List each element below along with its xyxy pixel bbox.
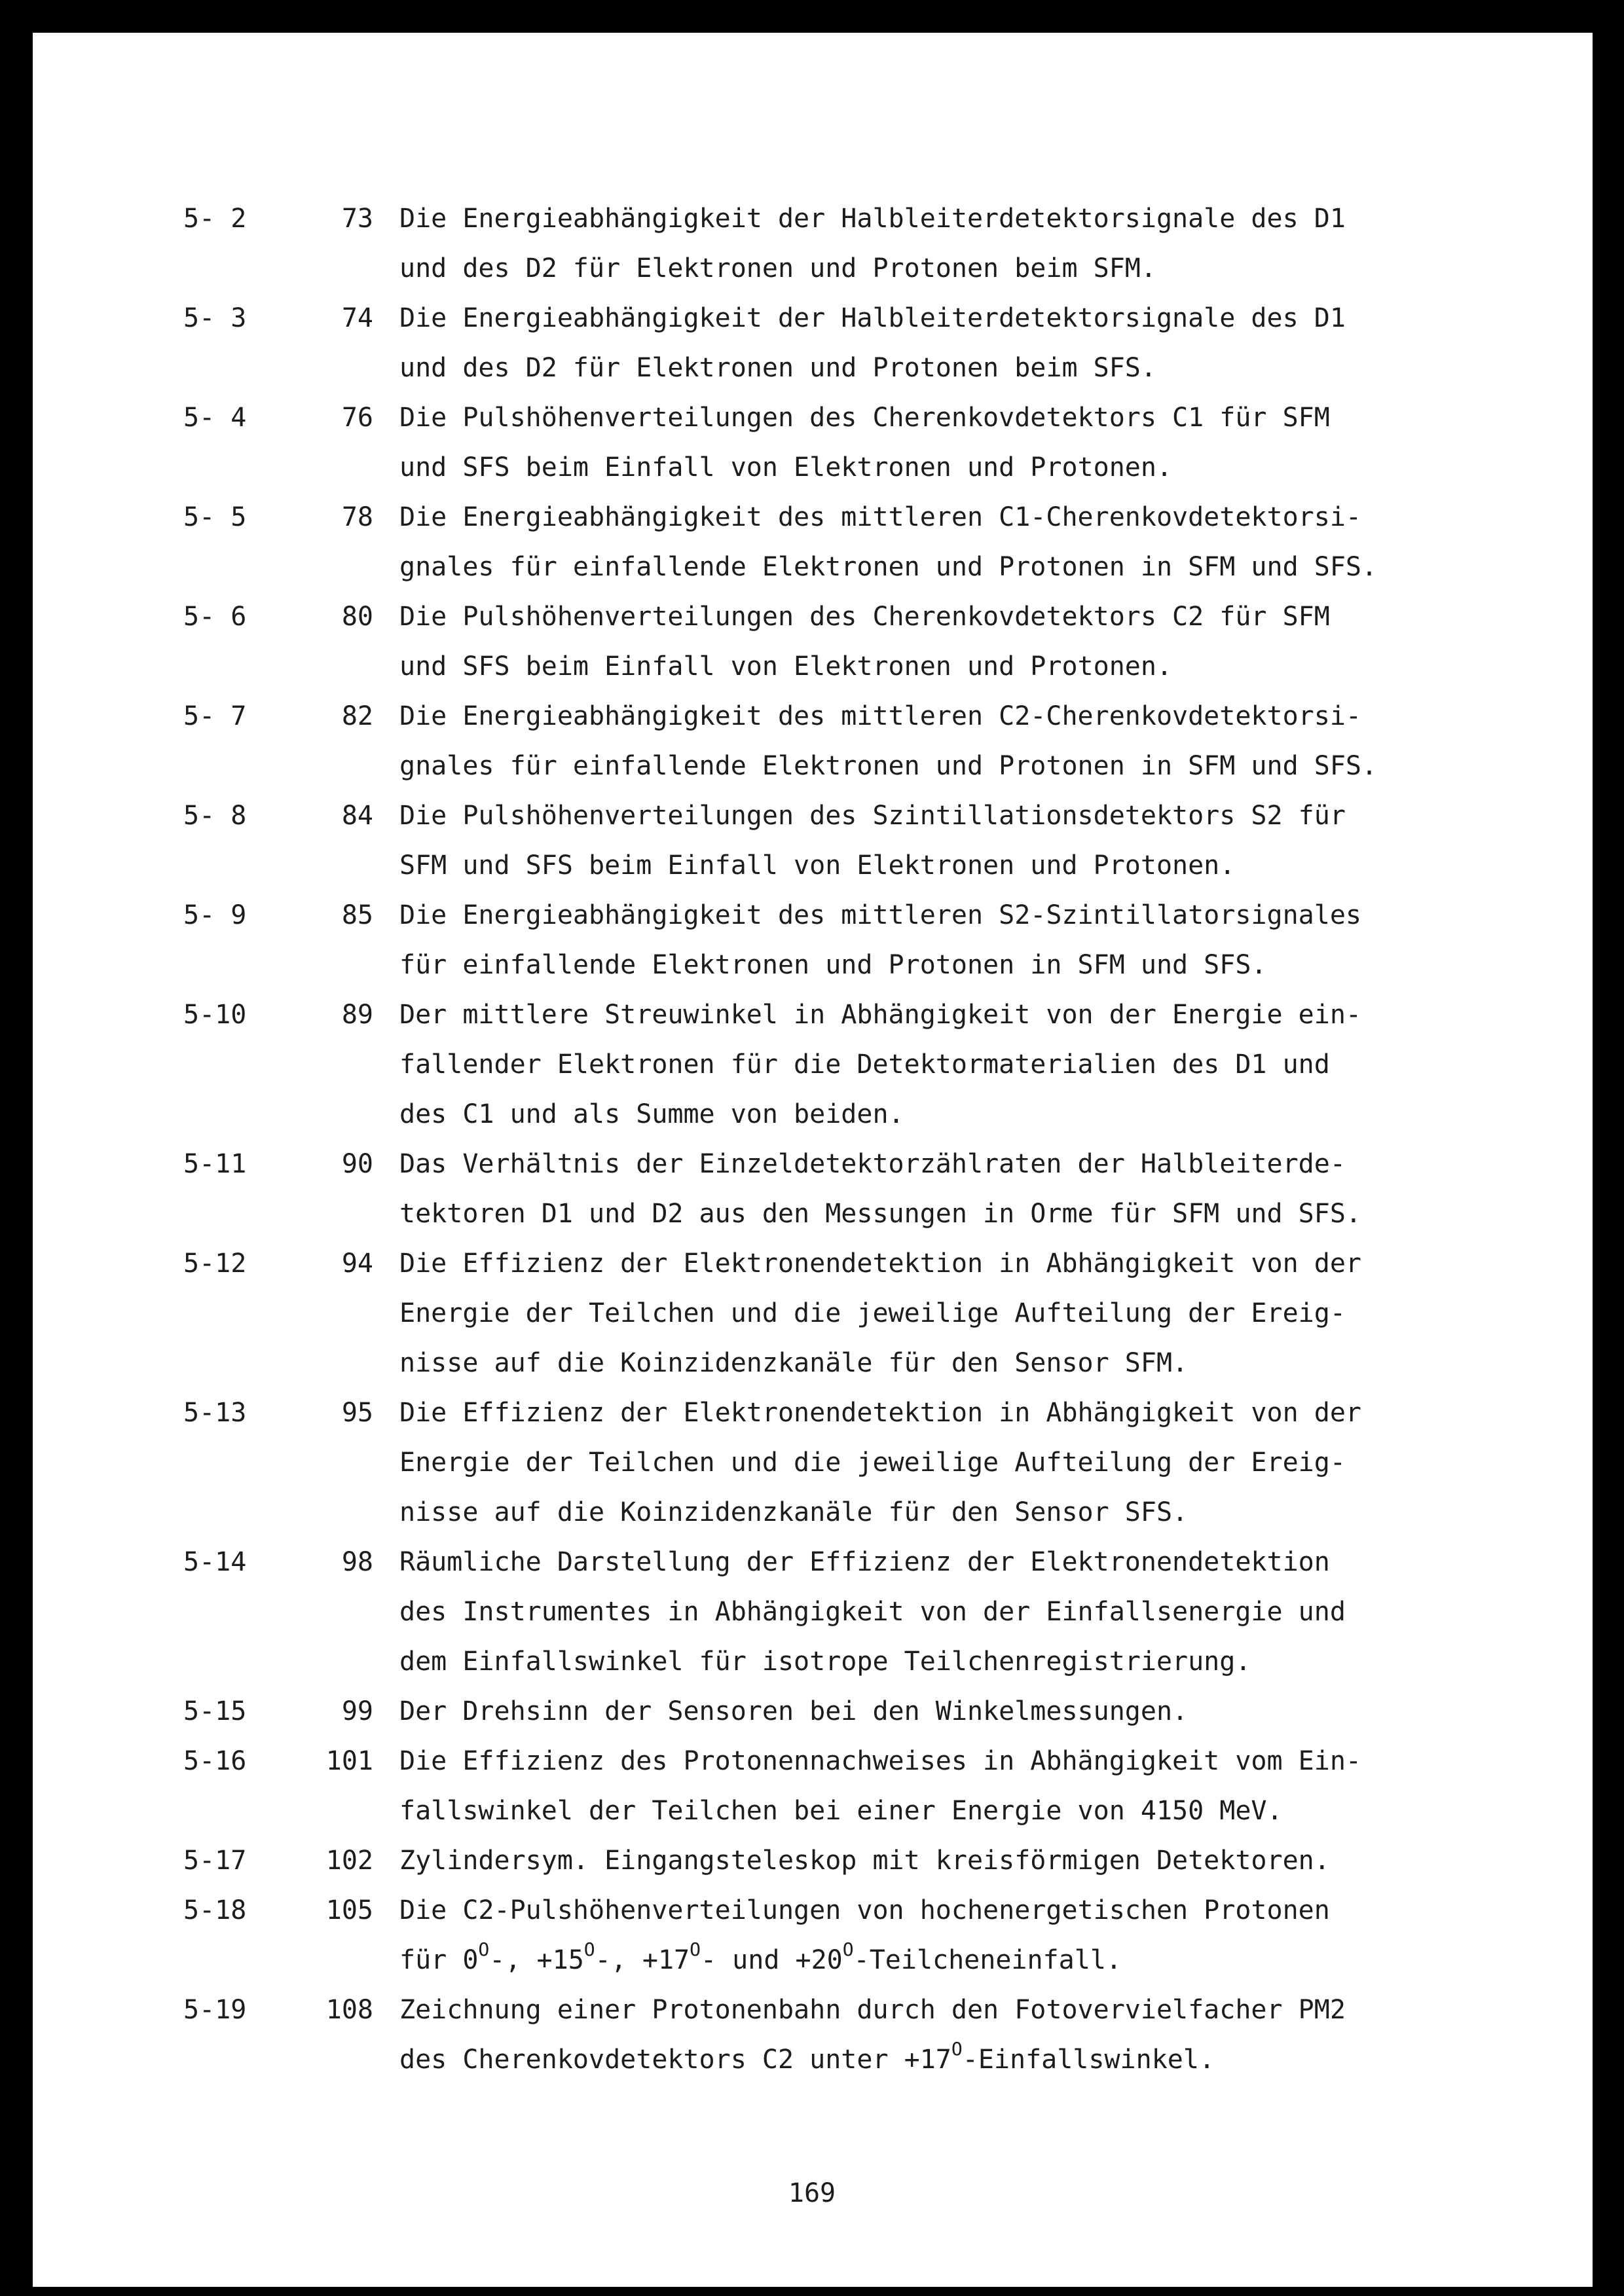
page-reference: 105 xyxy=(325,1895,373,1925)
caption-line: Die C2-Pulshöhenverteilungen von hochenergetischen Protonen xyxy=(399,1895,1330,1925)
caption-line: Die Energieabhängigkeit des mittleren C1-Cherenkovdetektorsi- xyxy=(399,502,1362,532)
caption-line: Energie der Teilchen und die jeweilige Aufteilung der Ereig- xyxy=(399,1298,1346,1328)
figure-number: 5-18 xyxy=(183,1895,247,1925)
caption-line: Zylindersym. Eingangsteleskop mit kreisförmigen Detektoren. xyxy=(399,1846,1330,1876)
caption-text: -, +17 xyxy=(595,1945,690,1975)
list-item xyxy=(177,1736,1486,1836)
list-item xyxy=(177,1836,1486,1886)
caption-line: des C1 und als Summe von beiden. xyxy=(399,1099,904,1129)
figure-number: 5-13 xyxy=(183,1398,247,1428)
caption-text: - und +20 xyxy=(701,1945,843,1975)
scan-border-bottom xyxy=(0,2287,1624,2296)
list-item xyxy=(177,492,1486,592)
caption-line: und SFS beim Einfall von Elektronen und Protonen. xyxy=(399,651,1173,682)
figure-number: 5-17 xyxy=(183,1846,247,1876)
caption-text: -, +15 xyxy=(489,1945,584,1975)
caption-text: für 0 xyxy=(399,1945,479,1975)
page-reference: 76 xyxy=(341,403,373,433)
list-item xyxy=(177,393,1486,492)
degree-symbol: O xyxy=(951,2037,963,2060)
page-reference: 80 xyxy=(341,602,373,632)
figure-number: 5-12 xyxy=(183,1248,247,1279)
degree-symbol: O xyxy=(478,1938,490,1960)
caption-line: Die Energieabhängigkeit der Halbleiterdetektorsignale des D1 xyxy=(399,204,1346,234)
scan-border-top xyxy=(0,0,1624,33)
caption-line: Energie der Teilchen und die jeweilige Aufteilung der Ereig- xyxy=(399,1448,1346,1478)
caption-line: und des D2 für Elektronen und Protonen beim SFS. xyxy=(399,353,1156,383)
page-reference: 94 xyxy=(341,1248,373,1279)
caption-line: Räumliche Darstellung der Effizienz der Elektronendetektion xyxy=(399,1547,1330,1577)
caption-line: Die Pulshöhenverteilungen des Cherenkovdetektors C1 für SFM xyxy=(399,403,1330,433)
list-item xyxy=(177,691,1486,791)
caption-line xyxy=(399,2035,1486,2085)
caption-line: tektoren D1 und D2 aus den Messungen in Orme für SFM und SFS. xyxy=(399,1199,1362,1229)
figure-number: 5-14 xyxy=(183,1547,247,1577)
caption-line: und des D2 für Elektronen und Protonen beim SFM. xyxy=(399,253,1156,283)
caption-line xyxy=(399,1935,1486,1985)
caption-text: -Teilcheneinfall. xyxy=(853,1945,1122,1975)
caption-line: Das Verhältnis der Einzeldetektorzählraten der Halbleiterde- xyxy=(399,1149,1346,1179)
list-item xyxy=(177,1886,1486,1985)
caption-text: des Cherenkovdetektors C2 unter +17 xyxy=(399,2045,951,2075)
list-item xyxy=(177,1239,1486,1388)
page-reference: 73 xyxy=(341,204,373,234)
page-reference: 98 xyxy=(341,1547,373,1577)
figure-number: 5- 9 xyxy=(183,900,247,930)
page-number: 169 xyxy=(788,2178,836,2208)
caption-line: fallender Elektronen für die Detektormaterialien des D1 und xyxy=(399,1049,1330,1080)
caption-line: des Instrumentes in Abhängigkeit von der Einfallsenergie und xyxy=(399,1597,1346,1627)
figure-list xyxy=(177,194,1486,2085)
list-item xyxy=(177,1985,1486,2085)
figure-number: 5- 8 xyxy=(183,801,247,831)
caption-line: nisse auf die Koinzidenzkanäle für den Sensor SFS. xyxy=(399,1497,1189,1527)
caption-line: Die Effizienz des Protonennachweises in Abhängigkeit vom Ein- xyxy=(399,1746,1362,1776)
figure-number: 5- 4 xyxy=(183,403,247,433)
page-reference: 108 xyxy=(325,1995,373,2025)
caption-line: Der Drehsinn der Sensoren bei den Winkelmessungen. xyxy=(399,1696,1189,1726)
list-item xyxy=(177,194,1486,293)
page-reference: 102 xyxy=(325,1846,373,1876)
caption-text: -Einfallswinkel. xyxy=(962,2045,1215,2075)
scan-border-right xyxy=(1593,0,1624,2296)
list-item xyxy=(177,1139,1486,1239)
caption-line: gnales für einfallende Elektronen und Protonen in SFM und SFS. xyxy=(399,751,1378,781)
page-reference: 74 xyxy=(341,303,373,333)
page-reference: 99 xyxy=(341,1696,373,1726)
figure-number: 5-10 xyxy=(183,1000,247,1030)
caption-line: SFM und SFS beim Einfall von Elektronen und Protonen. xyxy=(399,850,1236,881)
degree-symbol: O xyxy=(583,1938,595,1960)
figure-number: 5-16 xyxy=(183,1746,247,1776)
page-reference: 78 xyxy=(341,502,373,532)
degree-symbol: O xyxy=(842,1938,854,1960)
caption-line: Die Energieabhängigkeit der Halbleiterdetektorsignale des D1 xyxy=(399,303,1346,333)
list-item xyxy=(177,592,1486,691)
caption-line: fallswinkel der Teilchen bei einer Energie von 4150 MeV. xyxy=(399,1796,1283,1826)
figure-number: 5- 6 xyxy=(183,602,247,632)
figure-number: 5- 7 xyxy=(183,701,247,731)
list-item xyxy=(177,990,1486,1139)
caption-line: Die Pulshöhenverteilungen des Cherenkovdetektors C2 für SFM xyxy=(399,602,1330,632)
caption-line: Die Pulshöhenverteilungen des Szintillationsdetektors S2 für xyxy=(399,801,1346,831)
page-reference: 101 xyxy=(325,1746,373,1776)
caption-line: Zeichnung einer Protonenbahn durch den Fotovervielfacher PM2 xyxy=(399,1995,1346,2025)
scan-border-left xyxy=(0,0,33,2296)
list-item xyxy=(177,791,1486,890)
list-item xyxy=(177,1388,1486,1537)
page-reference: 82 xyxy=(341,701,373,731)
caption-line: und SFS beim Einfall von Elektronen und Protonen. xyxy=(399,452,1173,483)
figure-number: 5-19 xyxy=(183,1995,247,2025)
caption-line: gnales für einfallende Elektronen und Protonen in SFM und SFS. xyxy=(399,552,1378,582)
list-item xyxy=(177,1686,1486,1736)
caption-line: Die Effizienz der Elektronendetektion in Abhängigkeit von der xyxy=(399,1398,1362,1428)
caption-line: dem Einfallswinkel für isotrope Teilchenregistrierung. xyxy=(399,1647,1251,1677)
figure-number: 5-15 xyxy=(183,1696,247,1726)
page-reference: 85 xyxy=(341,900,373,930)
page-reference: 90 xyxy=(341,1149,373,1179)
caption-line: nisse auf die Koinzidenzkanäle für den Sensor SFM. xyxy=(399,1348,1189,1378)
page-reference: 89 xyxy=(341,1000,373,1030)
caption-line: Die Energieabhängigkeit des mittleren S2-Szintillatorsignales xyxy=(399,900,1362,930)
figure-number: 5- 2 xyxy=(183,204,247,234)
degree-symbol: O xyxy=(690,1938,701,1960)
page-reference: 95 xyxy=(341,1398,373,1428)
list-item xyxy=(177,293,1486,393)
figure-number: 5-11 xyxy=(183,1149,247,1179)
caption-line: Der mittlere Streuwinkel in Abhängigkeit von der Energie ein- xyxy=(399,1000,1362,1030)
list-item xyxy=(177,1537,1486,1686)
caption-line: Die Effizienz der Elektronendetektion in Abhängigkeit von der xyxy=(399,1248,1362,1279)
figure-number: 5- 3 xyxy=(183,303,247,333)
figure-number: 5- 5 xyxy=(183,502,247,532)
caption-line: für einfallende Elektronen und Protonen in SFM und SFS. xyxy=(399,950,1267,980)
list-item xyxy=(177,890,1486,990)
page-reference: 84 xyxy=(341,801,373,831)
caption-line: Die Energieabhängigkeit des mittleren C2-Cherenkovdetektorsi- xyxy=(399,701,1362,731)
